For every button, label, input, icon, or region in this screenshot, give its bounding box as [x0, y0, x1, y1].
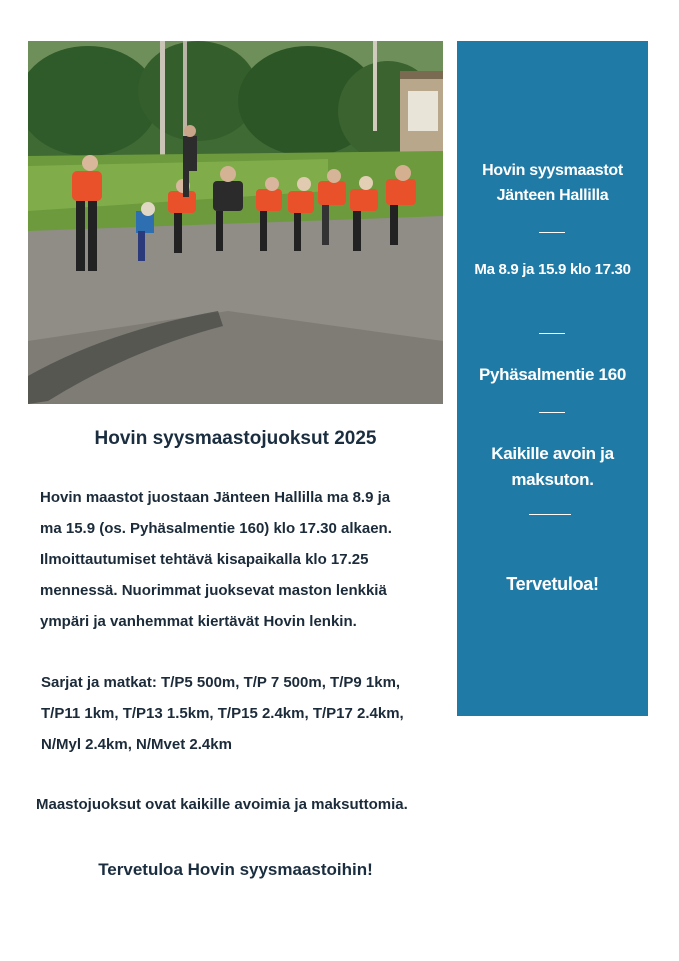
sidebar-open-line-1: Kaikille avoin ja	[491, 444, 614, 463]
sidebar-address: Pyhäsalmentie 160	[478, 365, 627, 384]
paragraph-line: N/Myl 2.4km, N/Mvet 2.4km	[41, 736, 232, 753]
paragraph-line: Ilmoittautumiset tehtävä kisapaikalla klo 17.25	[40, 551, 369, 568]
sidebar-divider	[539, 232, 565, 233]
series-distances-paragraph	[41, 667, 441, 760]
free-entry-paragraph: Maastojuoksut ovat kaikille avoimia ja maksuttomia.	[36, 796, 408, 813]
sidebar-divider	[539, 412, 565, 413]
sidebar-welcome: Tervetuloa!	[506, 574, 599, 594]
page-title: Hovin syysmaastojuoksut 2025	[94, 428, 377, 449]
info-sidebar	[457, 41, 648, 716]
sidebar-dates: Ma 8.9 ja 15.9 klo 17.30	[474, 261, 631, 278]
paragraph-line: Hovin maastot juostaan Jänteen Hallilla ma 8.9 ja	[40, 489, 391, 506]
paragraph-line: ympäri ja vanhemmat kiertävät Hovin lenkin.	[40, 613, 357, 630]
event-info-paragraph	[40, 482, 440, 637]
paragraph-line: ma 15.9 (os. Pyhäsalmentie 160) klo 17.30 alkaen.	[40, 520, 392, 537]
paragraph-line: Sarjat ja matkat: T/P5 500m, T/P 7 500m, T/P9 1km,	[41, 674, 401, 691]
sidebar-open-note	[457, 441, 648, 493]
sidebar-title-line-2: Jänteen Hallilla	[496, 187, 609, 204]
photo-illustration	[28, 41, 443, 404]
paragraph-line: T/P11 1km, T/P13 1.5km, T/P15 2.4km, T/P17 2.4km,	[41, 705, 404, 722]
runners-start-photo	[28, 41, 443, 404]
sidebar-title-line-1: Hovin syysmaastot	[482, 162, 623, 179]
sidebar-divider	[539, 333, 565, 334]
closing-welcome: Tervetuloa Hovin syysmaastoihin!	[98, 860, 373, 879]
paragraph-line: mennessä. Nuorimmat juoksevat maston lenkkiä	[40, 582, 387, 599]
sidebar-divider	[529, 514, 571, 515]
sidebar-title	[457, 158, 648, 208]
sidebar-open-line-2: maksuton.	[511, 470, 594, 489]
